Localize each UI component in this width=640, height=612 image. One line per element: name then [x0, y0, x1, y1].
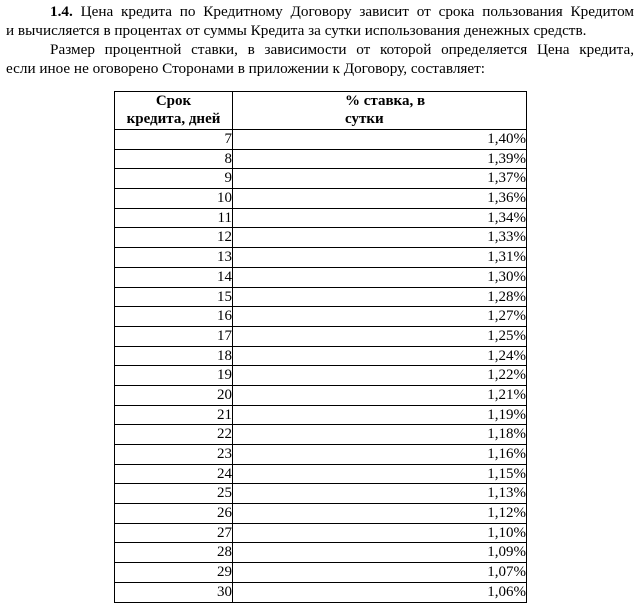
table-row: [115, 189, 527, 209]
header-text: Срок: [155, 93, 192, 109]
table-row: [115, 169, 527, 189]
cell-daily-rate: 1,34%: [233, 208, 527, 228]
cell-term-days: 13: [115, 248, 233, 268]
table-row: [115, 267, 527, 287]
cell-term-days: 21: [115, 405, 233, 425]
header-text: сутки: [345, 111, 384, 127]
cell-term-days: 8: [115, 149, 233, 169]
cell-daily-rate: 1,06%: [233, 582, 527, 602]
cell-term-days: 29: [115, 563, 233, 583]
column-header-term: [115, 92, 233, 130]
table-row: [115, 523, 527, 543]
paragraph-interest-rate: [6, 40, 634, 78]
header-text: % ставка, в: [345, 93, 426, 109]
table-row: [115, 248, 527, 268]
table-row: [115, 385, 527, 405]
cell-daily-rate: 1,18%: [233, 425, 527, 445]
cell-term-days: 26: [115, 504, 233, 524]
paragraph-line: [6, 2, 634, 21]
table-row: [115, 149, 527, 169]
paragraph-line: если иное не оговорено Сторонами в приложении к Договору, составляет:: [6, 60, 485, 77]
table-row: [115, 484, 527, 504]
cell-daily-rate: 1,30%: [233, 267, 527, 287]
cell-daily-rate: 1,07%: [233, 563, 527, 583]
cell-daily-rate: 1,12%: [233, 504, 527, 524]
table-row: [115, 543, 527, 563]
table-body: [115, 130, 527, 603]
table-row: [115, 287, 527, 307]
paragraph-price-of-credit: [6, 2, 634, 40]
table-row: [115, 130, 527, 150]
cell-daily-rate: 1,21%: [233, 385, 527, 405]
table-row: [115, 405, 527, 425]
cell-term-days: 9: [115, 169, 233, 189]
interest-rate-table: [114, 91, 527, 603]
cell-term-days: 19: [115, 366, 233, 386]
cell-term-days: 30: [115, 582, 233, 602]
table-row: [115, 346, 527, 366]
paragraph-line: и вычисляется в процентах от суммы Кредита за сутки использования денежных средств.: [6, 22, 587, 39]
cell-daily-rate: 1,16%: [233, 445, 527, 465]
table-row: [115, 582, 527, 602]
cell-daily-rate: 1,13%: [233, 484, 527, 504]
header-text: кредита, дней: [126, 111, 221, 127]
cell-term-days: 7: [115, 130, 233, 150]
table-row: [115, 208, 527, 228]
cell-daily-rate: 1,10%: [233, 523, 527, 543]
cell-term-days: 24: [115, 464, 233, 484]
cell-term-days: 16: [115, 307, 233, 327]
cell-term-days: 11: [115, 208, 233, 228]
section-number: 1.4.: [50, 3, 73, 20]
table-row: [115, 464, 527, 484]
cell-term-days: 18: [115, 346, 233, 366]
paragraph-text: Цена кредита по Кредитному Договору зависит от срока пользования Кредитом: [80, 3, 634, 20]
cell-daily-rate: 1,37%: [233, 169, 527, 189]
cell-term-days: 17: [115, 326, 233, 346]
cell-term-days: 12: [115, 228, 233, 248]
cell-term-days: 28: [115, 543, 233, 563]
cell-term-days: 10: [115, 189, 233, 209]
table-row: [115, 366, 527, 386]
cell-daily-rate: 1,40%: [233, 130, 527, 150]
table-header-row: [115, 92, 527, 130]
cell-daily-rate: 1,09%: [233, 543, 527, 563]
cell-daily-rate: 1,31%: [233, 248, 527, 268]
table-row: [115, 425, 527, 445]
cell-daily-rate: 1,22%: [233, 366, 527, 386]
cell-daily-rate: 1,25%: [233, 326, 527, 346]
cell-daily-rate: 1,28%: [233, 287, 527, 307]
cell-daily-rate: 1,24%: [233, 346, 527, 366]
cell-daily-rate: 1,39%: [233, 149, 527, 169]
paragraph-line: Размер процентной ставки, в зависимости от которой определяется Цена кредита,: [50, 41, 634, 58]
cell-term-days: 14: [115, 267, 233, 287]
cell-daily-rate: 1,36%: [233, 189, 527, 209]
table-row: [115, 445, 527, 465]
table-row: [115, 228, 527, 248]
table-row: [115, 307, 527, 327]
cell-term-days: 20: [115, 385, 233, 405]
column-header-rate: [233, 92, 527, 130]
cell-term-days: 25: [115, 484, 233, 504]
cell-term-days: 23: [115, 445, 233, 465]
table-row: [115, 326, 527, 346]
table-row: [115, 504, 527, 524]
cell-term-days: 27: [115, 523, 233, 543]
cell-term-days: 22: [115, 425, 233, 445]
cell-term-days: 15: [115, 287, 233, 307]
cell-daily-rate: 1,19%: [233, 405, 527, 425]
cell-daily-rate: 1,33%: [233, 228, 527, 248]
cell-daily-rate: 1,15%: [233, 464, 527, 484]
table-row: [115, 563, 527, 583]
cell-daily-rate: 1,27%: [233, 307, 527, 327]
